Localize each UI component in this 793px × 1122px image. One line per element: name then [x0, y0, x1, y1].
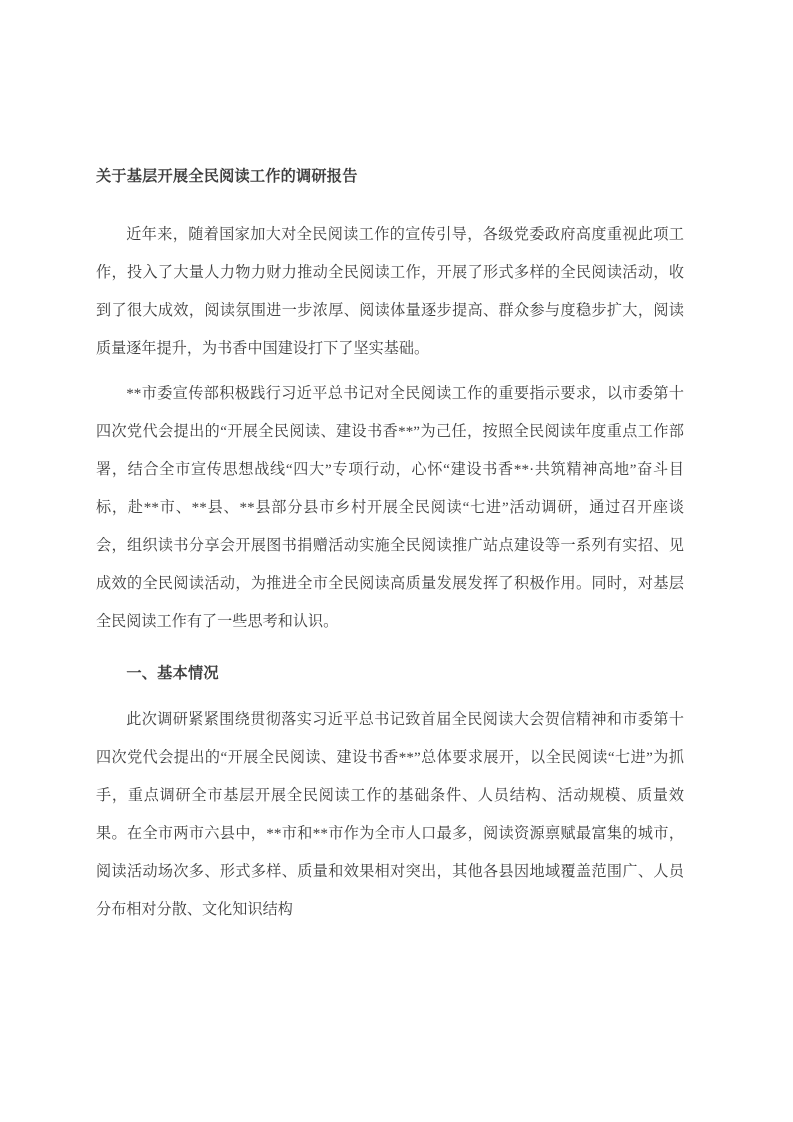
body-paragraph: 此次调研紧紧围绕贯彻落实习近平总书记致首届全民阅读大会贺信精神和市委第十四次党代会提出的“开展全民阅读、建设书香**”总体要求展开，以全民阅读“七进”为抓手，重点调研全市基层开展全民阅读工作的基础条件、人员结构、活动规模、质量效果。在全市两市六县中，**市和**市作为全市人口最多，阅读资源禀赋最富集的城市，阅读活动场次多、形式多样、质量和效果相对突出，其他各县因地域覆盖范围广、人员分布相对分散、文化知识结构 — [96, 712, 684, 918]
section-heading-basic-situation: 一、基本情况 — [126, 665, 219, 682]
document-content-area — [96, 164, 684, 929]
body-paragraph: 近年来，随着国家加大对全民阅读工作的宣传引导，各级党委政府高度重视此项工作，投入了大量人力物力财力推动全民阅读工作，开展了形式多样的全民阅读活动，收到了很大成效，阅读氛围进一步浓厚、阅读体量逐步提高、群众参与度稳步扩大，阅读质量逐年提升，为书香中国建设打下了坚实基础。 — [96, 227, 684, 357]
body-paragraph: **市委宣传部积极践行习近平总书记对全民阅读工作的重要指示要求，以市委第十四次党代会提出的“开展全民阅读、建设书香**”为己任，按照全民阅读年度重点工作部署，结合全市宣传思想战线“四大”专项行动，心怀“建设书香**·共筑精神高地”奋斗目标，赴**市、**县、**县部分县市乡村开展全民阅读“七进”活动调研，通过召开座谈会，组织读书分享会开展图书捐赠活动实施全民阅读推广站点建设等一系列有实招、见成效的全民阅读活动，为推进全市全民阅读高质量发展发挥了积极作用。同时，对基层全民阅读工作有了一些思考和认识。 — [96, 386, 684, 630]
page-title: 关于基层开展全民阅读工作的调研报告 — [96, 168, 358, 185]
